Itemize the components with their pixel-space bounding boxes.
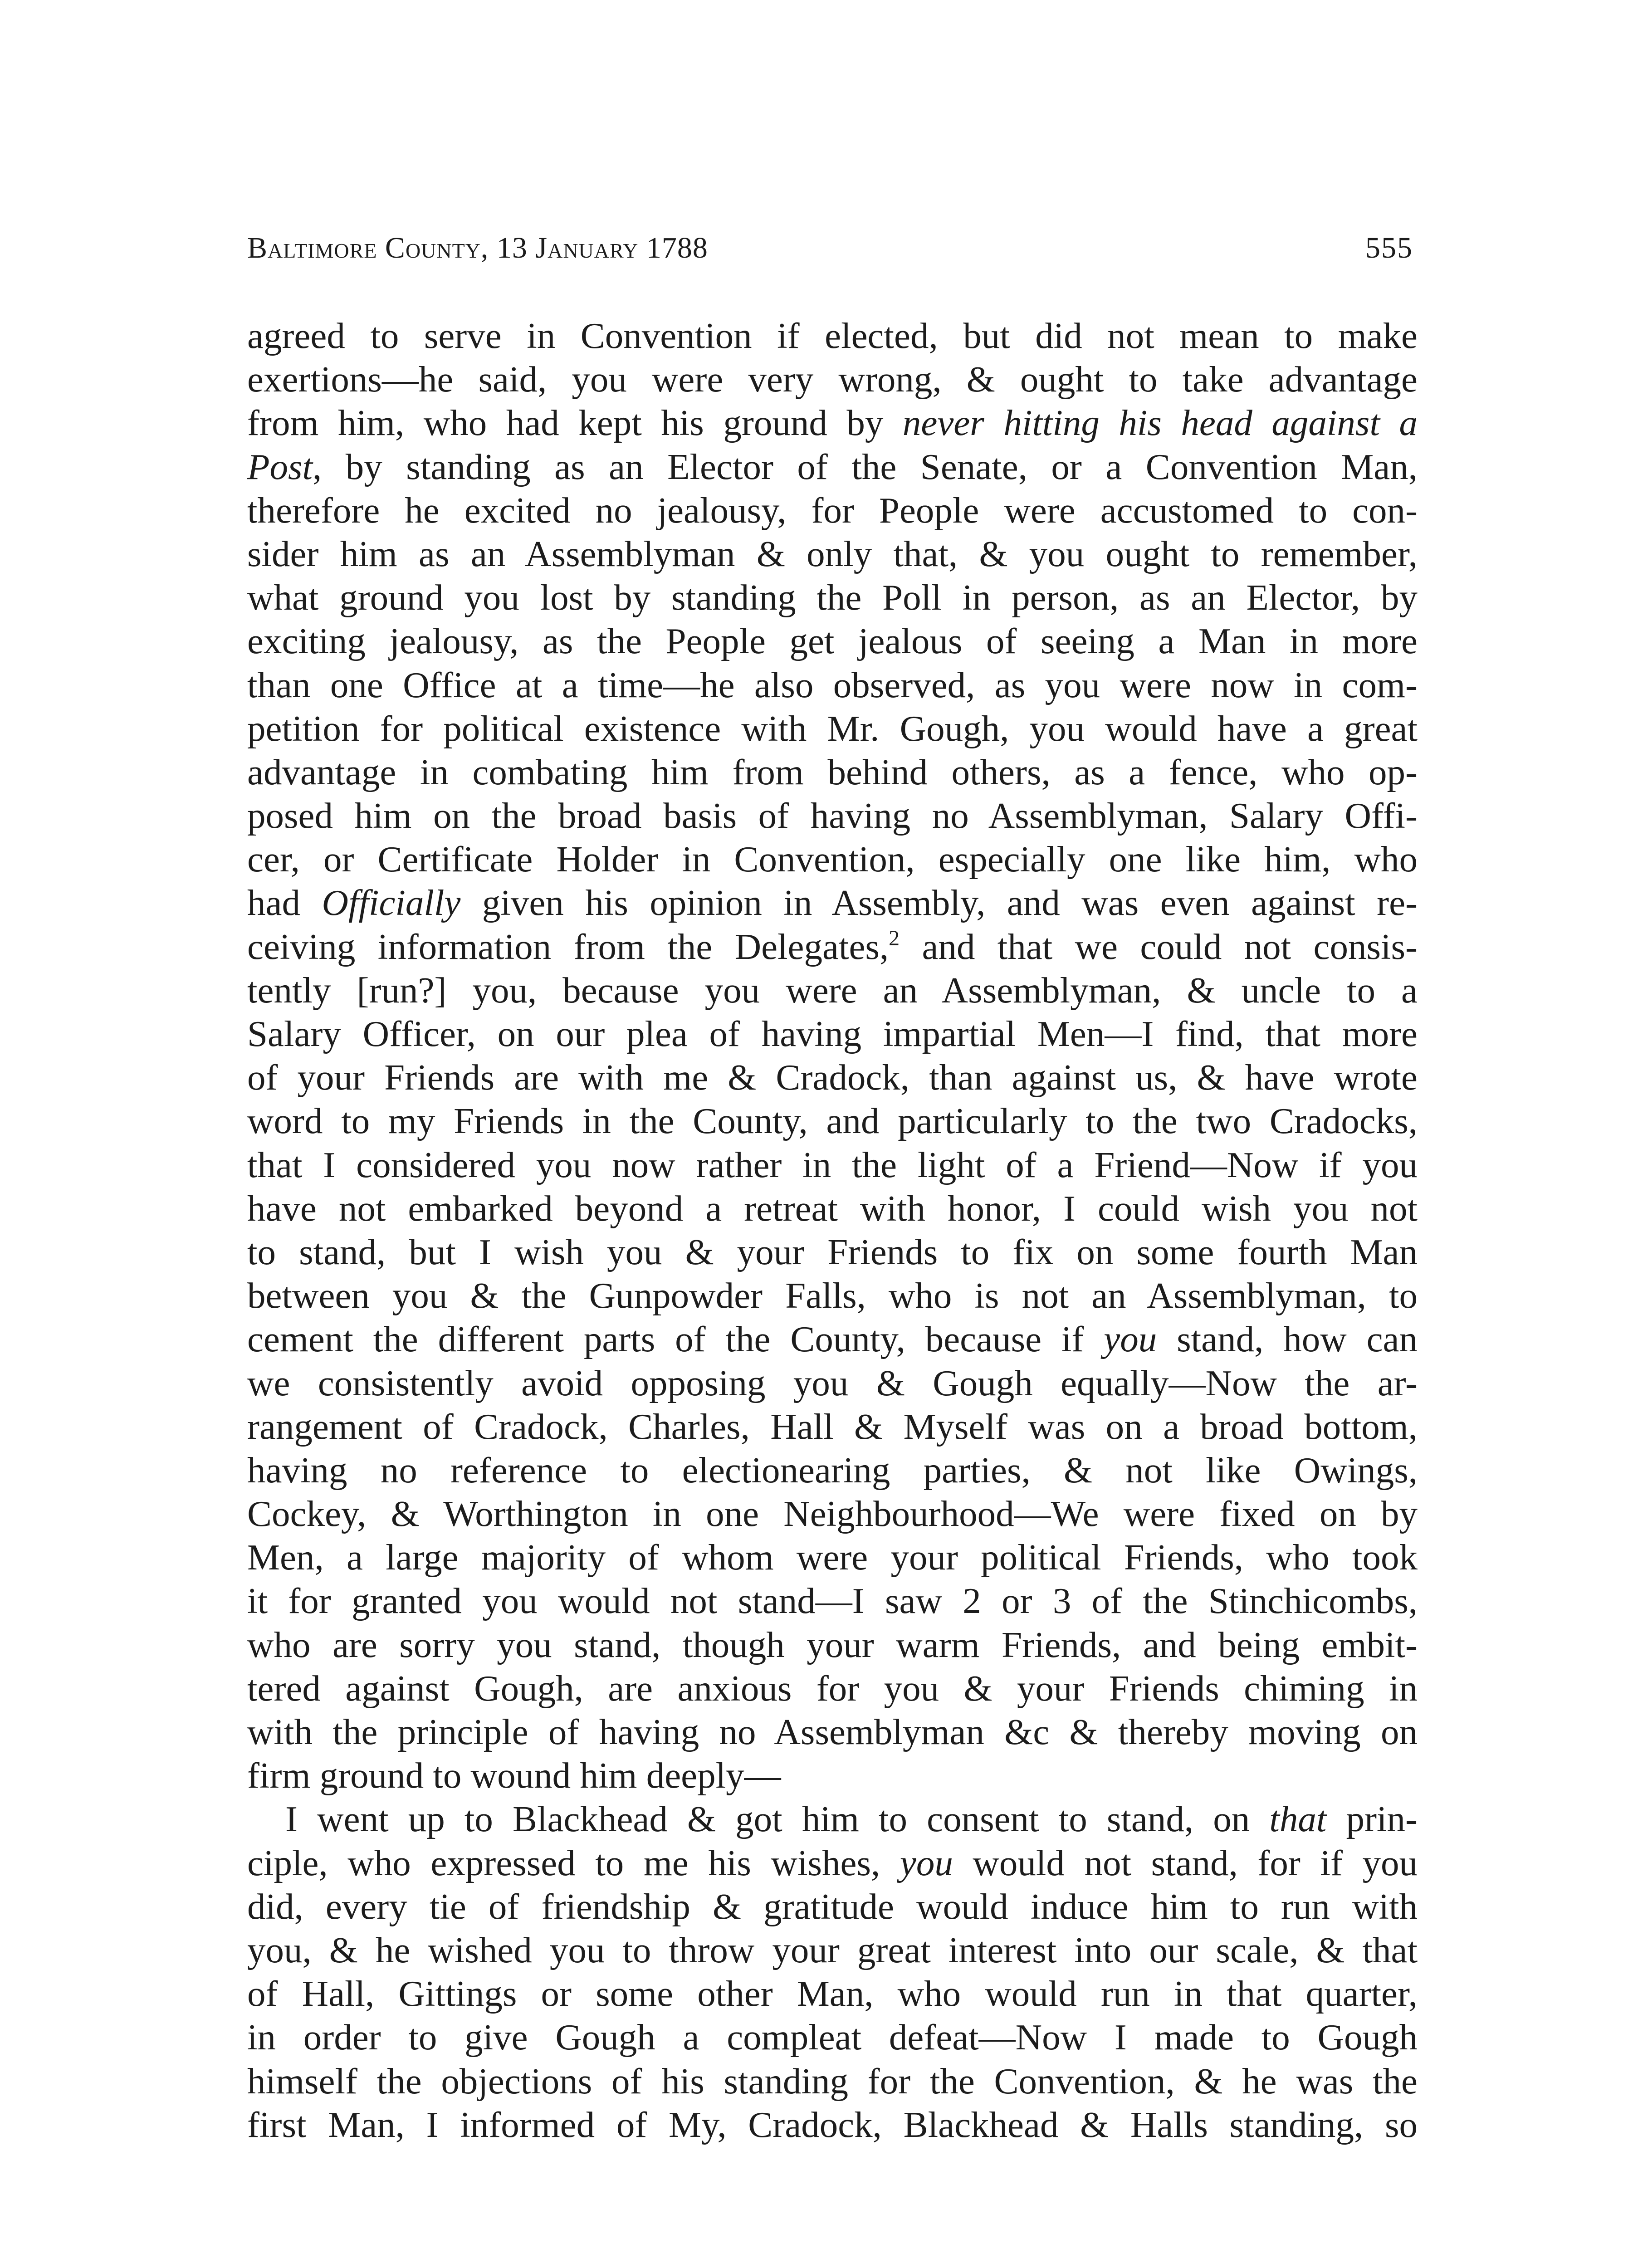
text-line: it for granted you would not stand—I saw 2 or 3 of the Stinchicombs, [247, 1580, 1418, 1622]
text-line: to stand, but I wish you & your Friends to fix on some fourth Man [247, 1231, 1418, 1272]
text-line: have not embarked beyond a retreat with honor, I could wish you not [247, 1188, 1418, 1229]
text-line: Post, by standing as an Elector of the Senate, or a Convention Man, [247, 446, 1418, 487]
text-line: than one Office at a time—he also observed, as you were now in com- [247, 664, 1418, 705]
italic-span: Post [247, 446, 313, 487]
text-line: first Man, I informed of My, Cradock, Blackhead & Halls standing, so [247, 2104, 1418, 2145]
italic-span: Officially [322, 882, 461, 924]
text-line: posed him on the broad basis of having no Assemblyman, Salary Offi- [247, 795, 1418, 836]
text-line: tered against Gough, are anxious for you & your Friends chiming in [247, 1667, 1418, 1709]
text-line: from him, who had kept his ground by never hitting his head against a [247, 402, 1418, 444]
text-line: we consistently avoid opposing you & Gough equally—Now the ar- [247, 1362, 1418, 1403]
italic-span: you [1104, 1319, 1157, 1360]
text-line: you, & he wished you to throw your great interest into our scale, & that [247, 1929, 1418, 1970]
footnote-reference: 2 [889, 926, 900, 950]
text-line: firm ground to wound him deeply— [247, 1755, 781, 1796]
page-number: 555 [1365, 231, 1413, 264]
text-line: himself the objections of his standing for the Convention, & he was the [247, 2060, 1418, 2102]
text-line: tently [run?] you, because you were an Assemblyman, & uncle to a [247, 969, 1418, 1011]
text-line: cer, or Certificate Holder in Convention, especially one like him, who [247, 839, 1418, 880]
text-line: Salary Officer, on our plea of having impartial Men—I find, that more [247, 1013, 1418, 1054]
running-head [247, 228, 1413, 269]
text-line: word to my Friends in the County, and particularly to the two Cradocks, [247, 1100, 1418, 1142]
text-line: I went up to Blackhead & got him to consent to stand, on that prin- [285, 1799, 1418, 1840]
text-line: rangement of Cradock, Charles, Hall & Myself was on a broad bottom, [247, 1406, 1418, 1447]
text-line: agreed to serve in Convention if elected, but did not mean to make [247, 315, 1418, 356]
text-line: who are sorry you stand, though your warm Friends, and being embit- [247, 1624, 1418, 1665]
italic-span: you [900, 1842, 953, 1883]
italic-span: that [1269, 1799, 1327, 1840]
text-line: cement the different parts of the County, because if you stand, how can [247, 1319, 1418, 1360]
running-title: Baltimore County, 13 January 1788 [247, 231, 708, 264]
text-line: had Officially given his opinion in Assembly, and was even against re- [247, 882, 1418, 924]
body-text [247, 314, 1418, 2146]
text-line: between you & the Gunpowder Falls, who is not an Assemblyman, to [247, 1275, 1418, 1316]
text-line: what ground you lost by standing the Poll in person, as an Elector, by [247, 577, 1418, 618]
text-line: that I considered you now rather in the light of a Friend—Now if you [247, 1144, 1418, 1185]
text-line: of Hall, Gittings or some other Man, who would run in that quarter, [247, 1973, 1418, 2014]
text-line: of your Friends are with me & Cradock, than against us, & have wrote [247, 1057, 1418, 1098]
italic-span: never hitting his head against a [902, 402, 1418, 444]
text-line: advantage in combating him from behind others, as a fence, who op- [247, 751, 1418, 792]
text-line: did, every tie of friendship & gratitude would induce him to run with [247, 1886, 1418, 1927]
text-line: having no reference to electionearing parties, & not like Owings, [247, 1449, 1418, 1491]
text-line: Cockey, & Worthington in one Neighbourhood—We were fixed on by [247, 1493, 1418, 1535]
text-line: exciting jealousy, as the People get jealous of seeing a Man in more [247, 621, 1418, 662]
text-line: exertions—he said, you were very wrong, & ought to take advantage [247, 359, 1418, 400]
text-line: in order to give Gough a compleat defeat—Now I made to Gough [247, 2017, 1418, 2058]
text-line: sider him as an Assemblyman & only that, & you ought to remember, [247, 533, 1418, 574]
text-line: petition for political existence with Mr. Gough, you would have a great [247, 708, 1418, 749]
text-line: with the principle of having no Assemblyman &c & thereby moving on [247, 1711, 1418, 1752]
text-line: Men, a large majority of whom were your political Friends, who took [247, 1537, 1418, 1578]
text-line: therefore he excited no jealousy, for People were accustomed to con- [247, 489, 1418, 531]
text-line: ceiving information from the Delegates,$^2$ and that we could not consis- [247, 926, 1418, 967]
text-line: ciple, who expressed to me his wishes, you would not stand, for if you [247, 1842, 1418, 1883]
